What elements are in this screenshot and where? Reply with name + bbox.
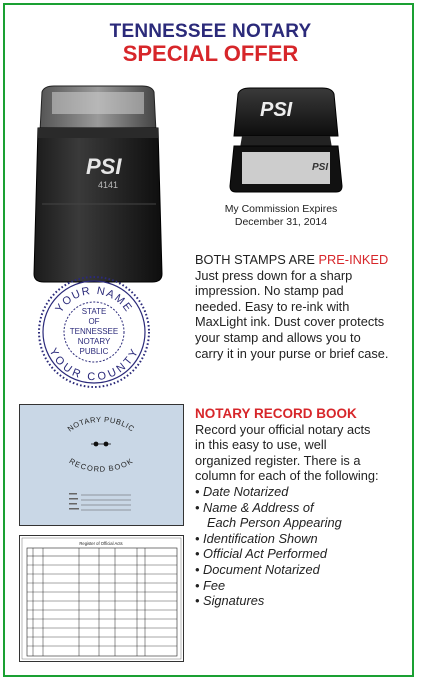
pre-inked-highlight: PRE-INKED xyxy=(318,252,389,267)
register-title: Register of Official Acts xyxy=(79,541,123,546)
seal-center-line: PUBLIC xyxy=(79,347,109,356)
seal-bottom-arc: YOUR COUNTY xyxy=(46,346,142,384)
offer-title: TENNESSEE NOTARY xyxy=(109,21,312,42)
seal-center-line: OF xyxy=(88,317,100,326)
large-stamp-image xyxy=(24,84,174,284)
stamps-line: carry it in your purse or brief case. xyxy=(195,345,389,361)
book-cover-top-arc: NOTARY PUBLIC xyxy=(65,414,137,434)
record-book-heading: NOTARY RECORD BOOK xyxy=(195,406,357,421)
record-book-bullet: • Date Notarized xyxy=(195,483,289,499)
record-book-bullet: • Fee xyxy=(195,577,226,593)
small-stamp-image xyxy=(226,86,346,204)
stamps-description xyxy=(195,252,405,361)
stamps-line: MaxLight ink. Dust cover protects xyxy=(195,314,385,330)
commission-caption xyxy=(208,203,354,229)
seal-center-line: STATE xyxy=(81,307,107,316)
record-book-line: organized register. There is a xyxy=(195,452,361,468)
record-book-line: column for each of the following: xyxy=(195,468,379,484)
record-book-bullet: • Signatures xyxy=(195,593,265,609)
record-book-bullet: • Official Act Performed xyxy=(195,546,328,562)
record-book-line: Record your official notary acts xyxy=(195,421,371,437)
seal-center-line: TENNESSEE xyxy=(69,327,119,336)
large-stamp-brand: PSI xyxy=(86,154,122,179)
record-book-description xyxy=(195,406,410,609)
stamps-line: Just press down for a sharp xyxy=(195,267,353,283)
large-stamp-model: 4141 xyxy=(98,180,119,190)
record-book-bullet: • Document Notarized xyxy=(195,561,320,577)
small-stamp-side-brand: PSI xyxy=(312,162,329,173)
record-book-bullet: • Name & Address of xyxy=(195,499,314,515)
register-page xyxy=(19,535,184,662)
offer-subtitle: SPECIAL OFFER xyxy=(122,41,299,66)
seal-top-arc: YOUR NAME xyxy=(53,284,135,315)
record-book-cover xyxy=(19,404,184,526)
stamps-line: impression. No stamp pad xyxy=(195,283,344,299)
record-book-bullet-continued: Each Person Appearing xyxy=(207,515,342,531)
stamps-lead xyxy=(195,252,405,268)
stamps-line: needed. Easy to re-ink with xyxy=(195,298,350,314)
stamps-line: your stamp and allows you to xyxy=(195,329,361,345)
stamps-lead-text: BOTH STAMPS ARE xyxy=(195,252,319,267)
record-book-bullet: • Identification Shown xyxy=(195,530,318,546)
record-book-line: in this easy to use, well xyxy=(195,437,327,453)
caption-line-2: December 31, 2014 xyxy=(234,216,328,228)
book-cover-bottom-arc: RECORD BOOK xyxy=(67,456,135,474)
notary-seal xyxy=(36,274,152,390)
caption-line-1: My Commission Expires xyxy=(224,203,338,215)
seal-center-line: NOTARY xyxy=(77,337,111,346)
small-stamp-brand: PSI xyxy=(260,99,293,121)
